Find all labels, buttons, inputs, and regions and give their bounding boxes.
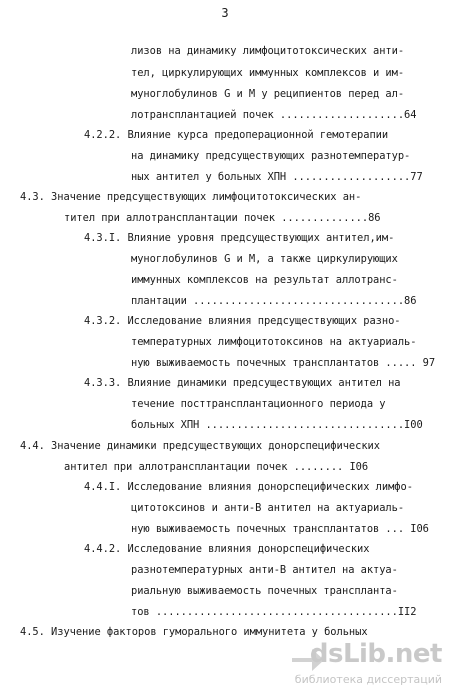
toc-line: течение посттрансплантационного периода у <box>131 398 386 410</box>
toc-line: 4.4.2. Исследование влияния донорспецифических <box>84 543 370 555</box>
toc-line: тов .......................................II2 <box>131 606 417 618</box>
toc-line: 4.4.I. Исследование влияния донорспецифических лимфо- <box>84 481 413 493</box>
page-number: 3 <box>221 6 229 20</box>
toc-line: 4.3.3. Влияние динамики предсуществующих антител на <box>84 377 401 389</box>
toc-line: муноглобулинов G и M, а также циркулирующих <box>131 253 398 265</box>
toc-line: больных ХПН ................................I00 <box>131 419 423 431</box>
toc-line: разнотемпературных анти-В антител на актуа- <box>131 564 398 576</box>
toc-line: плантации ..................................86 <box>131 295 417 307</box>
toc-line: 4.3.2. Исследование влияния предсуществующих разно- <box>84 315 401 327</box>
toc-line: на динамику предсуществующих разнотемператур- <box>131 150 411 162</box>
toc-line: муноглобулинов G и M у реципиентов перед ал- <box>131 88 405 100</box>
toc-line: лизов на динамику лимфоцитотоксических анти- <box>131 45 405 57</box>
toc-line: тител при аллотрансплантации почек ..............86 <box>64 212 381 224</box>
toc-line: цитотоксинов и анти-В антител на актуариаль- <box>131 502 405 514</box>
toc-line: риальную выживаемость почечных трансплантa- <box>131 585 398 597</box>
toc-line: ную выживаемость почечных трансплантатов ... I06 <box>131 523 429 535</box>
toc-line: 4.3.I. Влияние уровня предсуществующих антител,им- <box>84 232 395 244</box>
watermark-subtitle: библиотека диссертаций <box>294 673 442 686</box>
toc-line: тел, циркулирующих иммунных комплексов и им- <box>131 67 405 79</box>
toc-line: лотрансплантацией почек ....................64 <box>131 109 417 121</box>
toc-line: 4.3. Значение предсуществующих лимфоцитотоксических ан- <box>20 191 362 203</box>
toc-line: 4.2.2. Влияние курса предоперационной гемотерапии <box>84 129 389 141</box>
toc-line: 4.4. Значение динамики предсуществующих донорспецифических <box>20 440 380 452</box>
toc-line: антител при аллотрансплантации почек ........ I06 <box>64 461 369 473</box>
toc-line: ных антител у больных ХПН ...................77 <box>131 171 423 183</box>
watermark <box>290 637 450 693</box>
toc-line: ную выживаемость почечных трансплантатов ..... 97 <box>131 357 436 369</box>
toc-line: 4.5. Изучение факторов гуморального иммунитета у больных <box>20 626 368 638</box>
toc-line: иммунных комплексов на результат аллотранс- <box>131 274 398 286</box>
watermark-brand: dsLib.net <box>309 639 442 669</box>
toc-line: температурных лимфоцитотоксинов на актуариаль- <box>131 336 417 348</box>
